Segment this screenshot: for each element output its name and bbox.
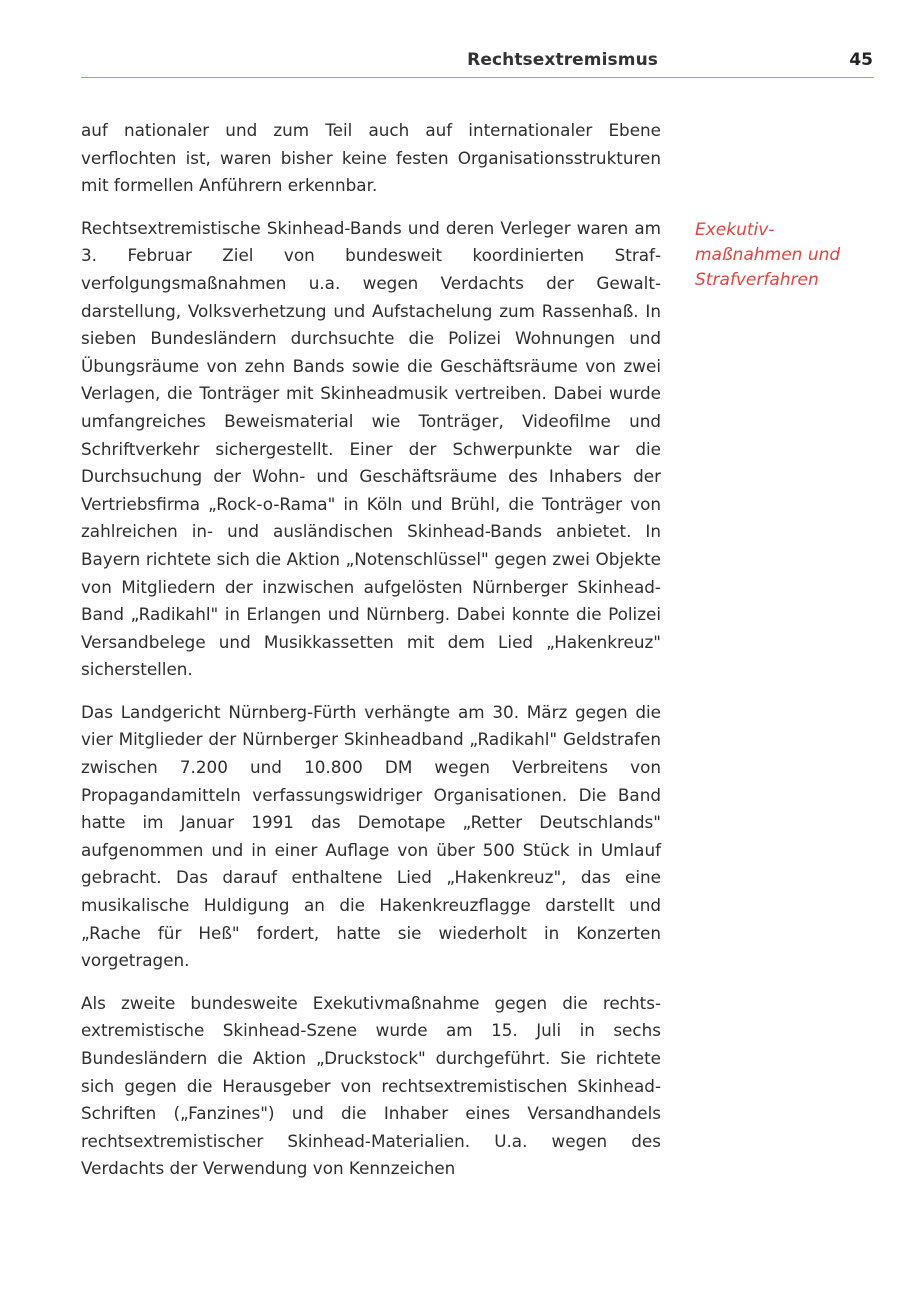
margin-note: [695, 218, 885, 293]
page-header: [0, 0, 900, 80]
paragraph: Als zweite bundesweite Exekutivmaßnahme gegen die rechtsextremistische Skinhead-Szene wurde am 15. Juli in sechs Bundesländern die Aktion „Druckstock" durchgeführt. Sie richtete sich gegen die Herausgeber von rechtsextremistischen Skinhead-Schriften („Fanzines") und die Inhaber eines Versandhandels rechtsextremistischer Skinhead-Materialien. U.a. wegen des Verdachts der Verwendung von Kennzeichen: [81, 992, 661, 1179]
paragraph: Rechtsextremistische Skinhead-Bands und deren Verleger waren am 3. Februar Ziel von bundesweit koordinierten Strafverfolgungsmaßnahmen u.a. wegen Verdachts der Gewaltdarstellung, Volksverhetzung und Aufstachelung zum Rassenhaß. In sieben Bundesländern durchsuchte die Polizei Wohnungen und Übungsräume von zehn Bands sowie die Geschäftsräume von zwei Verlagen, die Tonträger mit Skinheadmusik vertreiben. Dabei wurde umfangreiches Beweismaterial wie Tonträger, Videofilme und Schriftverkehr sichergestellt. Einer der Schwerpunkte war die Durchsuchung der Wohn- und Geschäftsräume des Inhabers der Vertriebsfirma „Rock-o-Rama" in Köln und Brühl, die Tonträger von zahlreichen in- und ausländischen Skinhead-Bands anbietet. In Bayern richtete sich die Aktion „Notenschlüssel" gegen zwei Objekte von Mitgliedern der inzwischen aufgelösten Nürnberger Skinhead-Band „Radikahl" in Erlangen und Nürnberg. Dabei konnte die Polizei Versandbelege und Musikkassetten mit dem Lied „Hakenkreuz" sicherstellen.: [81, 217, 661, 680]
running-title: Rechtsextremismus: [467, 50, 658, 70]
margin-note-line: Strafverfahren: [695, 270, 819, 290]
margin-note-line: maßnahmen und: [695, 245, 841, 265]
header-divider: [81, 77, 874, 78]
margin-note-line: Exekutiv-: [695, 220, 775, 240]
paragraph: auf nationaler und zum Teil auch auf internationaler Ebene verflochten ist, waren bisher keine festen Organisationsstrukturen mit formellen Anführern erkennbar.: [81, 120, 661, 196]
body-text: [81, 117, 661, 1198]
paragraph: Das Landgericht Nürnberg-Fürth verhängte am 30. März gegen die vier Mitglieder der Nürnberger Skinheadband „Radikahl" Geldstrafen zwischen 7.200 und 10.800 DM wegen Verbreitens von Propagandamitteln verfassungswidriger Organisationen. Die Band hatte im Januar 1991 das Demotape „Retter Deutschlands" aufgenommen und in einer Auflage von über 500 Stück in Umlauf gebracht. Das darauf enthaltene Lied „Hakenkreuz", das eine musikalische Huldigung an die Hakenkreuzflagge darstellt und „Rache für Heß" fordert, hatte sie wiederholt in Konzerten vorgetragen.: [81, 701, 661, 971]
page-number: 45: [849, 50, 873, 70]
